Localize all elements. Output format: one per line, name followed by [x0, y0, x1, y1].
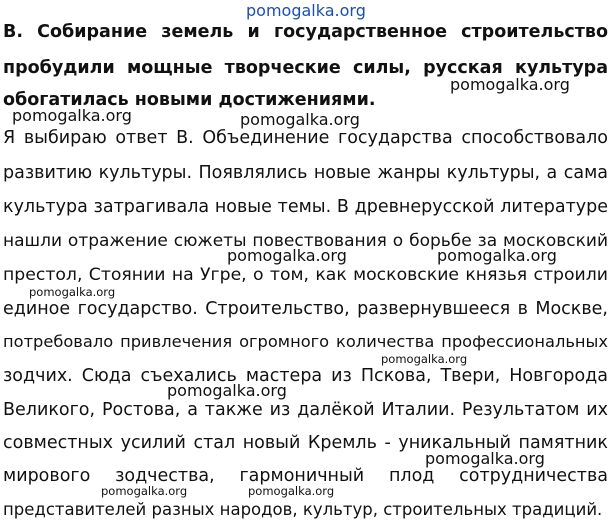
watermark: pomogalka.org	[437, 246, 557, 265]
watermark: pomogalka.org	[248, 484, 335, 498]
answer-line-2: развитию культуры. Появлялись новые жанры культуры, а сама	[3, 163, 608, 183]
heading-line-1: B. Собирание земель и государственное строительство	[3, 22, 608, 42]
answer-line-7: потребовало привлечения огромного количества профессиональных	[3, 332, 608, 351]
answer-line-6: единое государство. Строительство, развернувшееся в Москве,	[3, 299, 608, 319]
heading-line-2: пробудили мощные творческие силы, русская культура	[3, 58, 608, 78]
answer-line-5: престол, Стоянии на Угре, о том, как московские князья строили	[3, 265, 608, 285]
answer-line-4: нашли отражение сюжеты повествования о борьбе за московский	[3, 231, 608, 251]
answer-line-10: совместных усилий стал новый Кремль - уникальный памятник	[3, 433, 608, 453]
watermark: pomogalka.org	[101, 484, 188, 498]
watermark: pomogalka.org	[227, 246, 347, 265]
answer-line-9: Великого, Ростова, а также из далёкой Италии. Результатом их	[3, 400, 608, 420]
answer-line-12: представителей разных народов, культур, строительных традиций.	[3, 500, 603, 519]
answer-line-3: культура затрагивала новые темы. В древнерусской литературе	[3, 197, 608, 217]
watermark: pomogalka.org	[240, 110, 360, 129]
answer-line-8: зодчих. Сюда съехались мастера из Пскова, Твери, Новгорода	[3, 366, 608, 386]
heading-line-3: обогатилась новыми достижениями.	[3, 90, 376, 110]
watermark: pomogalka.org	[12, 106, 132, 125]
watermark-top: pomogalka.org	[246, 1, 366, 20]
watermark: pomogalka.org	[425, 449, 545, 468]
answer-line-11: мирового зодчества, гармоничный плод сотрудничества	[3, 466, 608, 486]
watermark: pomogalka.org	[167, 381, 287, 400]
watermark: pomogalka.org	[29, 285, 116, 299]
answer-line-1: Я выбираю ответ В. Объединение государства способствовало	[3, 128, 608, 148]
watermark: pomogalka.org	[381, 352, 468, 366]
watermark: pomogalka.org	[450, 75, 570, 94]
